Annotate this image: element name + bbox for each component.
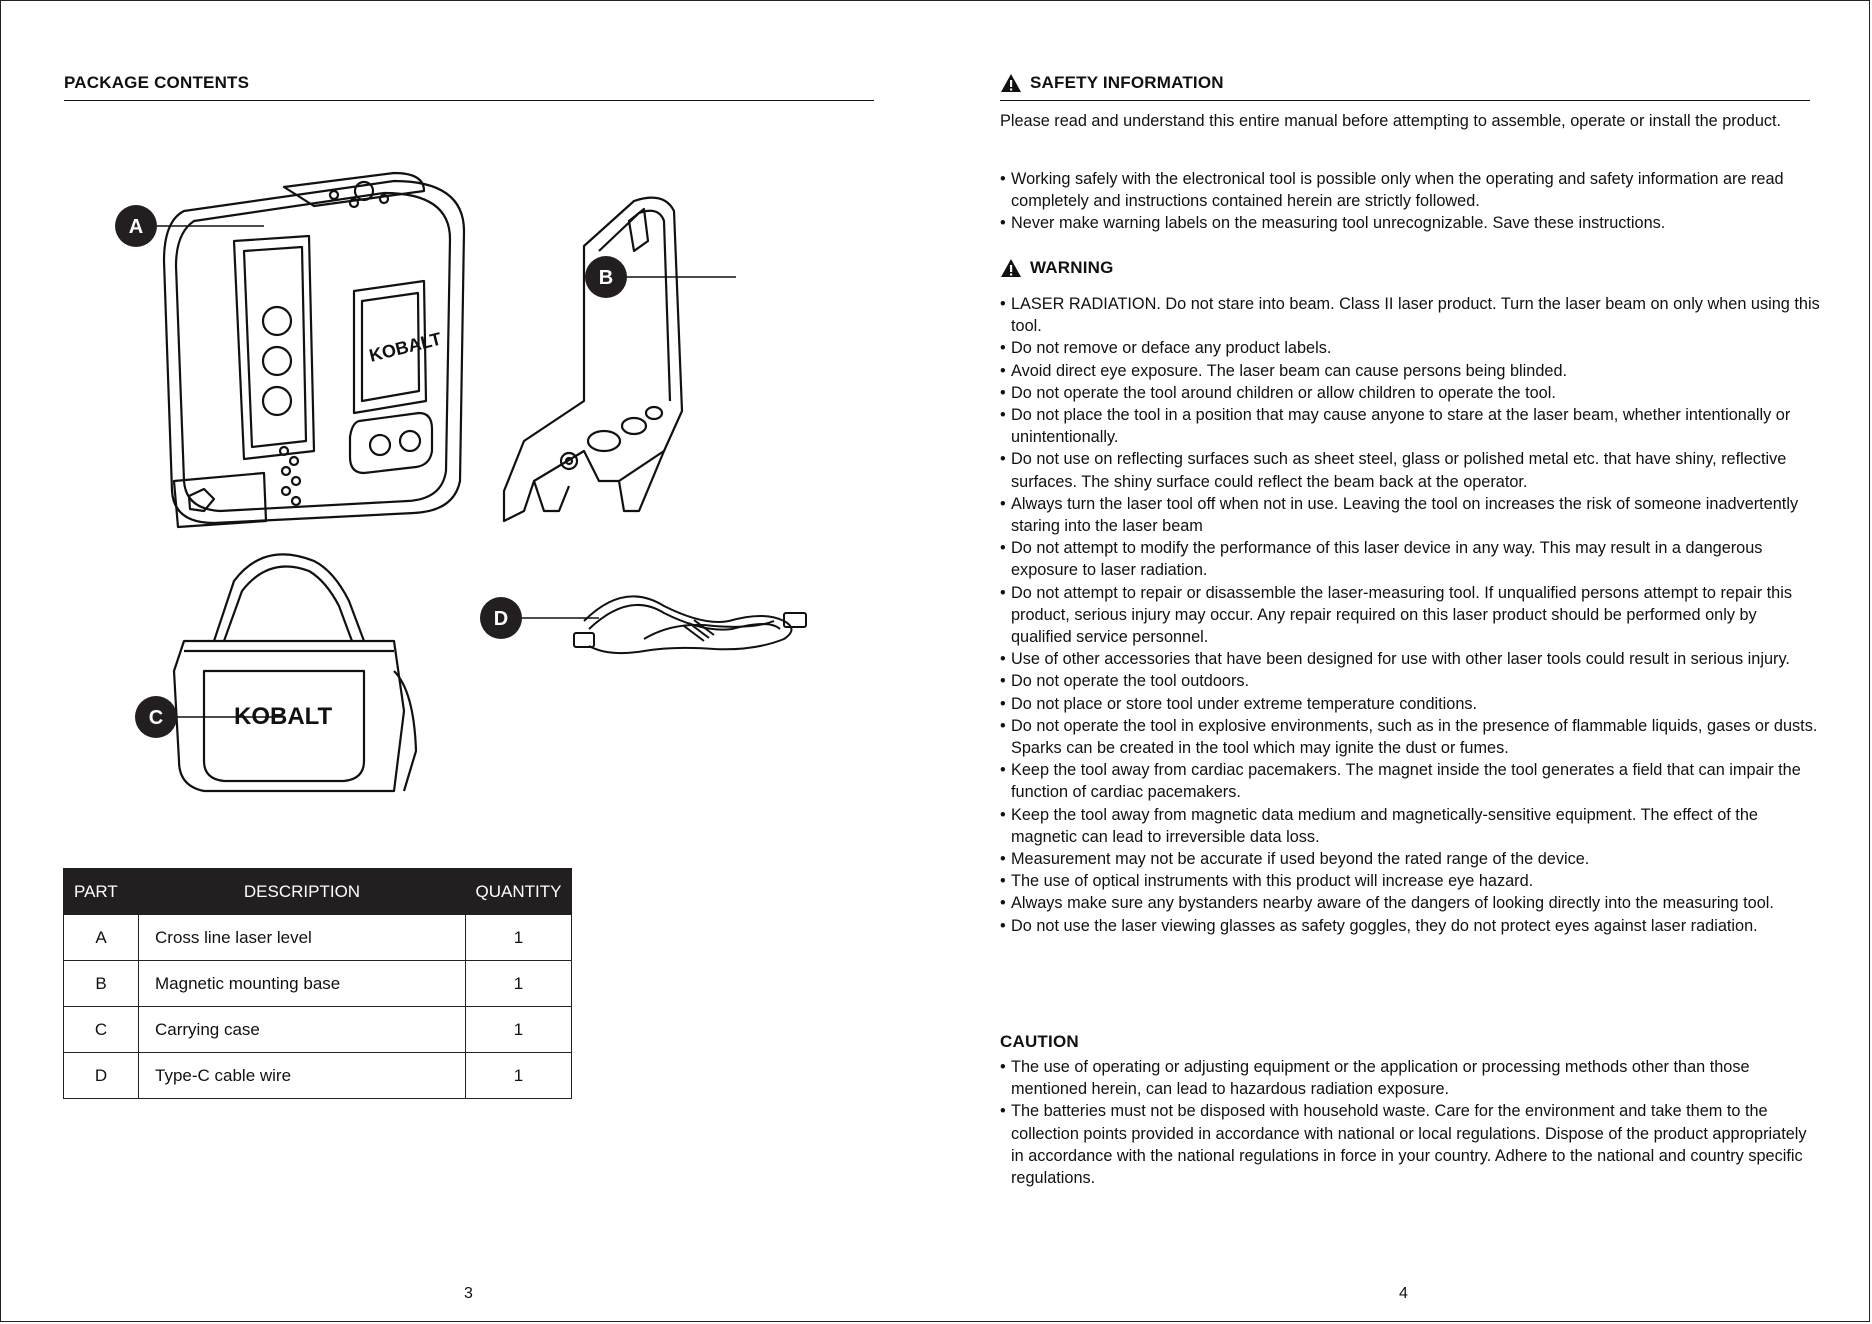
list-item: • Do not use on reflecting surfaces such as sheet steel, glass or polished metal etc. that have shiny, reflective surfaces. The shiny surface could reflect the beam back at the operator. — [1000, 448, 1820, 492]
cell-description: Type-C cable wire — [139, 1053, 466, 1099]
page-right — [937, 1, 1871, 1323]
list-item: • Do not attempt to repair or disassemble the laser-measuring tool. If unqualified persons attempt to repair this product, serious injury may occur. Any repair required on this laser product should be performed only by qualified service personnel. — [1000, 582, 1820, 649]
list-item: • Never make warning labels on the measuring tool unrecognizable. Save these instructions. — [1000, 212, 1820, 234]
page-left — [1, 1, 937, 1323]
page-number-left: 3 — [464, 1285, 473, 1302]
list-item: • Do not use the laser viewing glasses as safety goggles, they do not protect eyes against laser radiation. — [1000, 915, 1820, 937]
warning-title: WARNING — [1030, 258, 1114, 277]
cell-quantity: 1 — [466, 961, 572, 1007]
header-quantity: QUANTITY — [466, 869, 572, 915]
cell-description: Magnetic mounting base — [139, 961, 466, 1007]
list-item: • Always turn the laser tool off when not in use. Leaving the tool on increases the risk of someone inadvertently staring into the laser beam — [1000, 493, 1820, 537]
list-item: • Working safely with the electronical tool is possible only when the operating and safety information are read completely and instructions contained herein are strictly followed. — [1000, 168, 1820, 212]
callout-b — [585, 256, 627, 298]
list-item: • Use of other accessories that have been designed for use with other laser tools could result in serious injury. — [1000, 648, 1820, 670]
table-header-row — [64, 869, 572, 915]
table-row — [64, 915, 572, 961]
parts-table — [63, 868, 572, 1099]
title-rule — [64, 100, 874, 101]
list-item: • Measurement may not be accurate if used beyond the rated range of the device. — [1000, 848, 1820, 870]
list-item: • The batteries must not be disposed with household waste. Care for the environment and take them to the collection points provided in accordance with national or local regulations. Dispose of the product appropriately in accordance with the national regulations in force in your country. Adhere to the national and country specific regulations. — [1000, 1100, 1820, 1189]
svg-text:KOBALT: KOBALT — [367, 328, 444, 366]
svg-text:C: C — [148, 707, 164, 729]
safety-information-heading — [1000, 73, 1224, 93]
list-item: • Do not operate the tool around children or allow children to operate the tool. — [1000, 382, 1820, 404]
svg-text:D: D — [493, 608, 509, 630]
list-item: • Do not operate the tool in explosive environments, such as in the presence of flammable liquids, gases or dusts. Sparks can be created in the tool which may ignite the dust or fumes. — [1000, 715, 1820, 759]
svg-text:B: B — [598, 267, 614, 289]
list-item: • Always make sure any bystanders nearby aware of the dangers of looking directly into the measuring tool. — [1000, 892, 1820, 914]
table-row — [64, 1053, 572, 1099]
list-item: • Avoid direct eye exposure. The laser beam can cause persons being blinded. — [1000, 360, 1820, 382]
page-number-right: 4 — [1399, 1285, 1408, 1302]
title-rule — [1000, 100, 1810, 101]
intro-paragraph: Please read and understand this entire manual before attempting to assemble, operate or install the product. — [1000, 112, 1782, 130]
header-part: PART — [64, 869, 139, 915]
cell-part: D — [64, 1053, 139, 1099]
list-item: • Keep the tool away from cardiac pacemakers. The magnet inside the tool generates a field that can impair the function of cardiac pacemakers. — [1000, 759, 1820, 803]
list-item: • Do not place the tool in a position that may cause anyone to stare at the laser beam, whether intentionally or unintentionally. — [1000, 404, 1820, 448]
warning-triangle-icon — [1000, 258, 1022, 278]
list-item: • The use of optical instruments with this product will increase eye hazard. — [1000, 870, 1820, 892]
cell-quantity: 1 — [466, 1053, 572, 1099]
list-item: • Do not remove or deface any product labels. — [1000, 337, 1820, 359]
list-item: • Do not place or store tool under extreme temperature conditions. — [1000, 693, 1820, 715]
warning-list — [1000, 293, 1820, 937]
list-item: • Do not attempt to modify the performance of this laser device in any way. This may result in a dangerous exposure to laser radiation. — [1000, 537, 1820, 581]
cell-part: B — [64, 961, 139, 1007]
callout-c — [135, 696, 177, 738]
cell-description: Carrying case — [139, 1007, 466, 1053]
list-item: • Do not operate the tool outdoors. — [1000, 670, 1820, 692]
list-item: • Keep the tool away from magnetic data medium and magnetically-sensitive equipment. The effect of the magnetic can lead to irreversible data loss. — [1000, 804, 1820, 848]
svg-text:A: A — [128, 216, 144, 238]
cell-quantity: 1 — [466, 915, 572, 961]
package-contents-title: PACKAGE CONTENTS — [64, 73, 250, 92]
general-safety-list — [1000, 168, 1820, 235]
type-c-cable-drawing — [574, 596, 806, 653]
package-illustration — [64, 151, 874, 831]
header-description: DESCRIPTION — [139, 869, 466, 915]
cell-quantity: 1 — [466, 1007, 572, 1053]
list-item: • The use of operating or adjusting equipment or the application or processing methods other than those mentioned herein, can lead to hazardous radiation exposure. — [1000, 1056, 1820, 1100]
warning-heading — [1000, 258, 1114, 278]
table-row — [64, 1007, 572, 1053]
callout-a — [115, 205, 157, 247]
cell-part: A — [64, 915, 139, 961]
cell-part: C — [64, 1007, 139, 1053]
caution-title: CAUTION — [1000, 1032, 1079, 1051]
list-item: • LASER RADIATION. Do not stare into beam. Class II laser product. Turn the laser beam on only when using this tool. — [1000, 293, 1820, 337]
magnetic-base-drawing — [504, 198, 682, 521]
warning-triangle-icon — [1000, 73, 1022, 93]
callout-d — [480, 597, 522, 639]
case-brand-text: KOBALT — [234, 703, 333, 730]
carrying-case-drawing — [174, 554, 416, 791]
safety-information-title: SAFETY INFORMATION — [1030, 73, 1224, 92]
table-row — [64, 961, 572, 1007]
cell-description: Cross line laser level — [139, 915, 466, 961]
caution-list — [1000, 1056, 1820, 1189]
